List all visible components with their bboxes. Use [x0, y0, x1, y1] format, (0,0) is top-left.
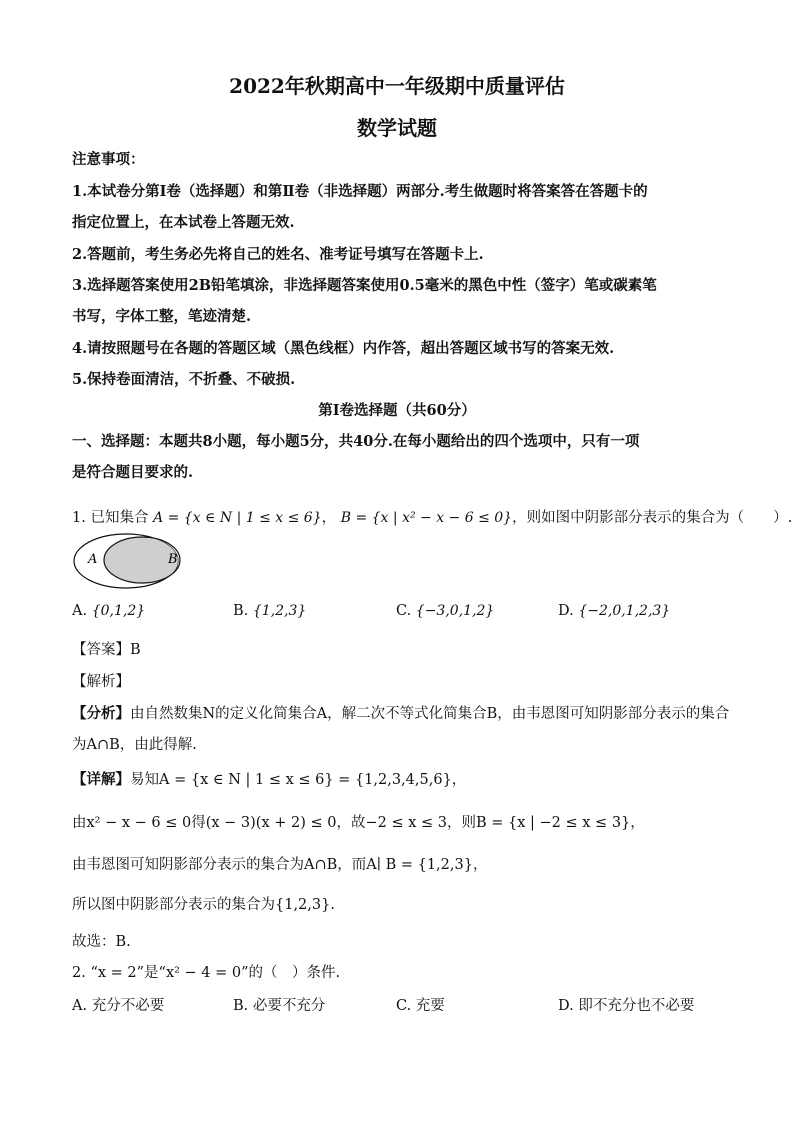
q1-fenxi: 【分析】由自然数集N的定义化简集合A，解二次不等式化简集合B，由韦恩图可知阴影部分表示的集合	[72, 705, 730, 722]
q1-suffix: ，则如图中阴影部分表示的集合为（ ）.	[512, 510, 793, 526]
q1-set-a: A = {x ∈ N | 1 ≤ x ≤ 6}	[153, 510, 322, 526]
notes-heading: 注意事项：	[72, 151, 145, 168]
q1-set-b: B = {x | x² − x − 6 ≤ 0}	[340, 510, 513, 526]
section-intro: 是符合题目要求的.	[72, 464, 194, 481]
note-line: 书写，字体工整，笔迹清楚.	[72, 308, 252, 325]
q2-option-d: D. 即不充分也不必要	[558, 998, 695, 1014]
q1-separator: ，	[321, 510, 337, 526]
q1-xiangjie-4: 所以图中阴影部分表示的集合为{1,2,3}.	[72, 897, 335, 913]
note-line: 2.答题前，考生务必先将自己的姓名、准考证号填写在答题卡上.	[72, 246, 484, 263]
note-line: 1.本试卷分第Ⅰ卷（选择题）和第Ⅱ卷（非选择题）两部分.考生做题时将答案答在答题卡的	[72, 183, 648, 200]
q1-xiangjie: 【详解】易知A = {x ∈ N | 1 ≤ x ≤ 6} = {1,2,3,4,5,6}，	[72, 771, 467, 788]
note-line: 5.保持卷面清洁，不折叠、不破损.	[72, 371, 296, 388]
q1-option-c: C. {−3,0,1,2}	[396, 603, 495, 619]
note-line: 4.请按照题号在各题的答题区域（黑色线框）内作答，超出答题区域书写的答案无效.	[72, 340, 615, 357]
q1-stem	[72, 508, 793, 528]
note-line: 指定位置上，在本试卷上答题无效.	[72, 214, 295, 231]
exam-subtitle: 数学试题	[357, 116, 437, 140]
q1-option-a: A. {0,1,2}	[72, 603, 146, 619]
venn-label-b: B	[168, 552, 178, 567]
venn-label-a: A	[88, 552, 98, 567]
q2-option-b: B. 必要不充分	[233, 998, 326, 1014]
venn-diagram	[72, 532, 202, 592]
q2-stem: 2. “x = 2”是“x² − 4 = 0”的（ ）条件.	[72, 965, 341, 981]
q1-analysis-tag: 【解析】	[72, 674, 130, 690]
q1-answer: 【答案】B	[72, 642, 141, 658]
q1-xiangjie-2: 由x² − x − 6 ≤ 0得(x − 3)(x + 2) ≤ 0，故−2 ≤ x ≤ 3，则B = {x | −2 ≤ x ≤ 3}，	[72, 815, 645, 831]
q1-xiangjie-3: 由韦恩图可知阴影部分表示的集合为A∩B，而A∣ B = {1,2,3}，	[72, 857, 488, 873]
q1-prefix: 1. 已知集合	[72, 510, 149, 526]
exam-title: 2022年秋期高中一年级期中质量评估	[229, 74, 565, 98]
q1-option-b: B. {1,2,3}	[233, 603, 307, 619]
section-title: 第Ⅰ卷选择题（共60分）	[318, 402, 476, 419]
q2-option-c: C. 充要	[396, 998, 445, 1014]
q2-option-a: A. 充分不必要	[72, 998, 165, 1014]
q1-fenxi-cont: 为A∩B，由此得解.	[72, 737, 197, 753]
section-intro: 一、选择题：本题共8小题，每小题5分，共40分.在每小题给出的四个选项中，只有一项	[72, 433, 640, 450]
q1-option-d: D. {−2,0,1,2,3}	[558, 603, 671, 619]
q1-conclusion: 故选：B.	[72, 934, 131, 950]
note-line: 3.选择题答案使用2B铅笔填涂，非选择题答案使用0.5毫米的黑色中性（签字）笔或碳素笔	[72, 277, 657, 294]
